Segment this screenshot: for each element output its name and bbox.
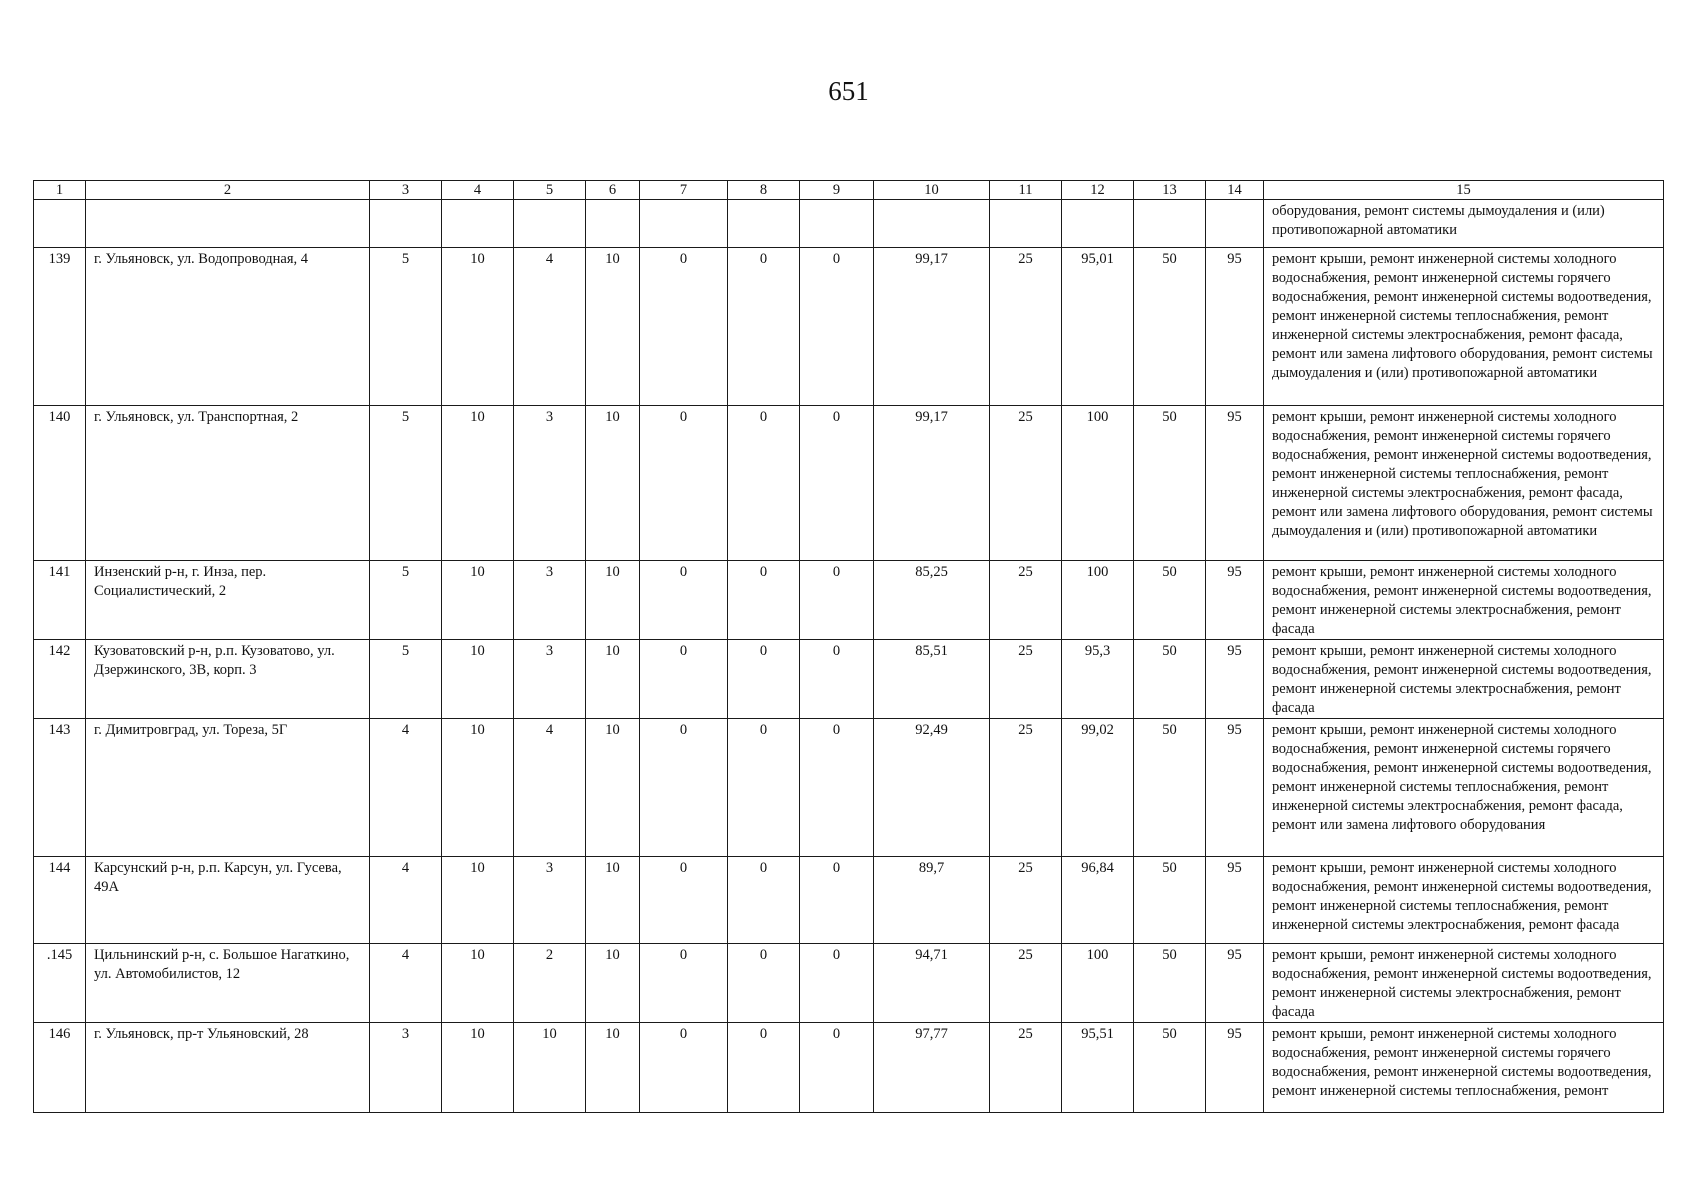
table-row (34, 640, 1664, 719)
col-7: 0 (640, 719, 728, 857)
col-14: 95 (1206, 248, 1264, 406)
address: Цильнинский р-н, с. Большое Нагаткино, ул. Автомобилистов, 12 (86, 944, 370, 1023)
header-row (34, 181, 1664, 200)
col-11: 25 (990, 640, 1062, 719)
repair-works: ремонт крыши, ремонт инженерной системы холодного водоснабжения, ремонт инженерной системы водоотведения, ремонт инженерной системы электроснабжения, ремонт фасада (1264, 640, 1664, 719)
column-header: 15 (1264, 181, 1664, 200)
col-7: 0 (640, 640, 728, 719)
col-7: 0 (640, 857, 728, 944)
column-header: 14 (1206, 181, 1264, 200)
col-4: 10 (442, 640, 514, 719)
col-4: 10 (442, 719, 514, 857)
row-number: 141 (34, 561, 86, 640)
row-number: 139 (34, 248, 86, 406)
repair-works: ремонт крыши, ремонт инженерной системы холодного водоснабжения, ремонт инженерной системы водоотведения, ремонт инженерной системы электроснабжения, ремонт фасада (1264, 944, 1664, 1023)
col-6: 10 (586, 1023, 640, 1113)
address: г. Димитровград, ул. Тореза, 5Г (86, 719, 370, 857)
col-9: 0 (800, 248, 874, 406)
col-4: 10 (442, 1023, 514, 1113)
col-4: 10 (442, 561, 514, 640)
col-14: 95 (1206, 944, 1264, 1023)
col-11: 25 (990, 1023, 1062, 1113)
col-12: 95,3 (1062, 640, 1134, 719)
col-8: 0 (728, 640, 800, 719)
col-14: 95 (1206, 561, 1264, 640)
address: Карсунский р-н, р.п. Карсун, ул. Гусева, 49А (86, 857, 370, 944)
table-row (34, 944, 1664, 1023)
table-row (34, 1023, 1664, 1113)
col-11: 25 (990, 857, 1062, 944)
col-8: 0 (728, 561, 800, 640)
col-3: 4 (370, 944, 442, 1023)
col-8: 0 (728, 857, 800, 944)
col-6: 10 (586, 719, 640, 857)
column-header: 10 (874, 181, 990, 200)
column-header: 5 (514, 181, 586, 200)
col-3: 5 (370, 561, 442, 640)
table-row (34, 561, 1664, 640)
col-4: 10 (442, 248, 514, 406)
page-number: 651 (828, 76, 869, 106)
col-13: 50 (1134, 857, 1206, 944)
col-5: 10 (514, 1023, 586, 1113)
column-header: 13 (1134, 181, 1206, 200)
repair-works: ремонт крыши, ремонт инженерной системы холодного водоснабжения, ремонт инженерной системы водоотведения, ремонт инженерной системы электроснабжения, ремонт фасада (1264, 561, 1664, 640)
col-9: 0 (800, 857, 874, 944)
col-7: 0 (640, 406, 728, 561)
table-row (34, 719, 1664, 857)
continuation-row (34, 200, 1664, 248)
col-6: 10 (586, 640, 640, 719)
registry-table (33, 180, 1664, 1113)
repair-works: ремонт крыши, ремонт инженерной системы холодного водоснабжения, ремонт инженерной системы горячего водоснабжения, ремонт инженерной системы водоотведения, ремонт инженерной системы теплоснабжения, ремонт инженерной системы электроснабжения, ремонт фасада, ремонт или замена лифтового оборудования, ремонт системы дымоудаления и (или) противопожарной автоматики (1264, 406, 1664, 561)
repair-works: ремонт крыши, ремонт инженерной системы холодного водоснабжения, ремонт инженерной системы горячего водоснабжения, ремонт инженерной системы водоотведения, ремонт инженерной системы теплоснабжения, ремонт инженерной системы электроснабжения, ремонт фасада, ремонт или замена лифтового оборудования (1264, 719, 1664, 857)
col-13: 50 (1134, 406, 1206, 561)
column-header: 9 (800, 181, 874, 200)
row-number: 146 (34, 1023, 86, 1113)
col-7: 0 (640, 248, 728, 406)
col-5: 3 (514, 857, 586, 944)
col-11: 25 (990, 719, 1062, 857)
column-header: 8 (728, 181, 800, 200)
col-14: 95 (1206, 1023, 1264, 1113)
column-header: 4 (442, 181, 514, 200)
col-13: 50 (1134, 944, 1206, 1023)
col-3: 4 (370, 719, 442, 857)
col-8: 0 (728, 719, 800, 857)
works-continuation: оборудования, ремонт системы дымоудаления и (или) противопожарной автоматики (1264, 200, 1664, 248)
col-8: 0 (728, 944, 800, 1023)
row-number: 144 (34, 857, 86, 944)
column-header: 3 (370, 181, 442, 200)
col-8: 0 (728, 1023, 800, 1113)
column-header: 2 (86, 181, 370, 200)
col-14: 95 (1206, 406, 1264, 561)
col-5: 4 (514, 248, 586, 406)
col-12: 100 (1062, 944, 1134, 1023)
column-header: 12 (1062, 181, 1134, 200)
col-13: 50 (1134, 248, 1206, 406)
col-7: 0 (640, 561, 728, 640)
row-number: 143 (34, 719, 86, 857)
table-body (34, 248, 1664, 1113)
col-12: 100 (1062, 561, 1134, 640)
col-5: 3 (514, 406, 586, 561)
repair-works: ремонт крыши, ремонт инженерной системы холодного водоснабжения, ремонт инженерной системы водоотведения, ремонт инженерной системы теплоснабжения, ремонт инженерной системы электроснабжения, ремонт фасада (1264, 857, 1664, 944)
col-5: 3 (514, 561, 586, 640)
row-number: 140 (34, 406, 86, 561)
col-12: 95,01 (1062, 248, 1134, 406)
col-8: 0 (728, 248, 800, 406)
col-3: 5 (370, 248, 442, 406)
col-13: 50 (1134, 719, 1206, 857)
col-3: 4 (370, 857, 442, 944)
col-3: 5 (370, 406, 442, 561)
col-3: 5 (370, 640, 442, 719)
col-10: 97,77 (874, 1023, 990, 1113)
col-6: 10 (586, 561, 640, 640)
col-11: 25 (990, 944, 1062, 1023)
col-9: 0 (800, 1023, 874, 1113)
col-11: 25 (990, 561, 1062, 640)
col-10: 85,51 (874, 640, 990, 719)
col-10: 99,17 (874, 406, 990, 561)
col-6: 10 (586, 248, 640, 406)
col-9: 0 (800, 561, 874, 640)
col-4: 10 (442, 406, 514, 561)
col-7: 0 (640, 1023, 728, 1113)
col-6: 10 (586, 857, 640, 944)
row-number: 142 (34, 640, 86, 719)
col-14: 95 (1206, 857, 1264, 944)
repair-works: ремонт крыши, ремонт инженерной системы холодного водоснабжения, ремонт инженерной системы горячего водоснабжения, ремонт инженерной системы водоотведения, ремонт инженерной системы теплоснабжения, ремонт инженерной системы электроснабжения, ремонт фасада, ремонт или замена лифтового оборудования, ремонт системы дымоудаления и (или) противопожарной автоматики (1264, 248, 1664, 406)
column-header: 7 (640, 181, 728, 200)
col-8: 0 (728, 406, 800, 561)
column-header: 6 (586, 181, 640, 200)
column-header: 1 (34, 181, 86, 200)
col-9: 0 (800, 719, 874, 857)
repair-works: ремонт крыши, ремонт инженерной системы холодного водоснабжения, ремонт инженерной системы горячего водоснабжения, ремонт инженерной системы водоотведения, ремонт инженерной системы теплоснабжения, ремонт (1264, 1023, 1664, 1113)
col-10: 92,49 (874, 719, 990, 857)
col-4: 10 (442, 857, 514, 944)
table-row (34, 857, 1664, 944)
col-7: 0 (640, 944, 728, 1023)
col-13: 50 (1134, 640, 1206, 719)
col-9: 0 (800, 944, 874, 1023)
table-row (34, 406, 1664, 561)
col-6: 10 (586, 406, 640, 561)
col-6: 10 (586, 944, 640, 1023)
address: г. Ульяновск, ул. Водопроводная, 4 (86, 248, 370, 406)
address: Инзенский р-н, г. Инза, пер. Социалистический, 2 (86, 561, 370, 640)
address: г. Ульяновск, ул. Транспортная, 2 (86, 406, 370, 561)
address: Кузоватовский р-н, р.п. Кузоватово, ул. Дзержинского, 3В, корп. 3 (86, 640, 370, 719)
col-9: 0 (800, 406, 874, 561)
table-row (34, 248, 1664, 406)
col-5: 3 (514, 640, 586, 719)
col-5: 4 (514, 719, 586, 857)
col-11: 25 (990, 248, 1062, 406)
address: г. Ульяновск, пр-т Ульяновский, 28 (86, 1023, 370, 1113)
col-11: 25 (990, 406, 1062, 561)
column-header: 11 (990, 181, 1062, 200)
col-14: 95 (1206, 719, 1264, 857)
col-13: 50 (1134, 561, 1206, 640)
col-4: 10 (442, 944, 514, 1023)
col-12: 100 (1062, 406, 1134, 561)
col-3: 3 (370, 1023, 442, 1113)
col-12: 95,51 (1062, 1023, 1134, 1113)
col-5: 2 (514, 944, 586, 1023)
col-10: 94,71 (874, 944, 990, 1023)
col-13: 50 (1134, 1023, 1206, 1113)
col-12: 99,02 (1062, 719, 1134, 857)
col-10: 99,17 (874, 248, 990, 406)
col-14: 95 (1206, 640, 1264, 719)
row-number: .145 (34, 944, 86, 1023)
col-9: 0 (800, 640, 874, 719)
col-10: 89,7 (874, 857, 990, 944)
col-10: 85,25 (874, 561, 990, 640)
col-12: 96,84 (1062, 857, 1134, 944)
